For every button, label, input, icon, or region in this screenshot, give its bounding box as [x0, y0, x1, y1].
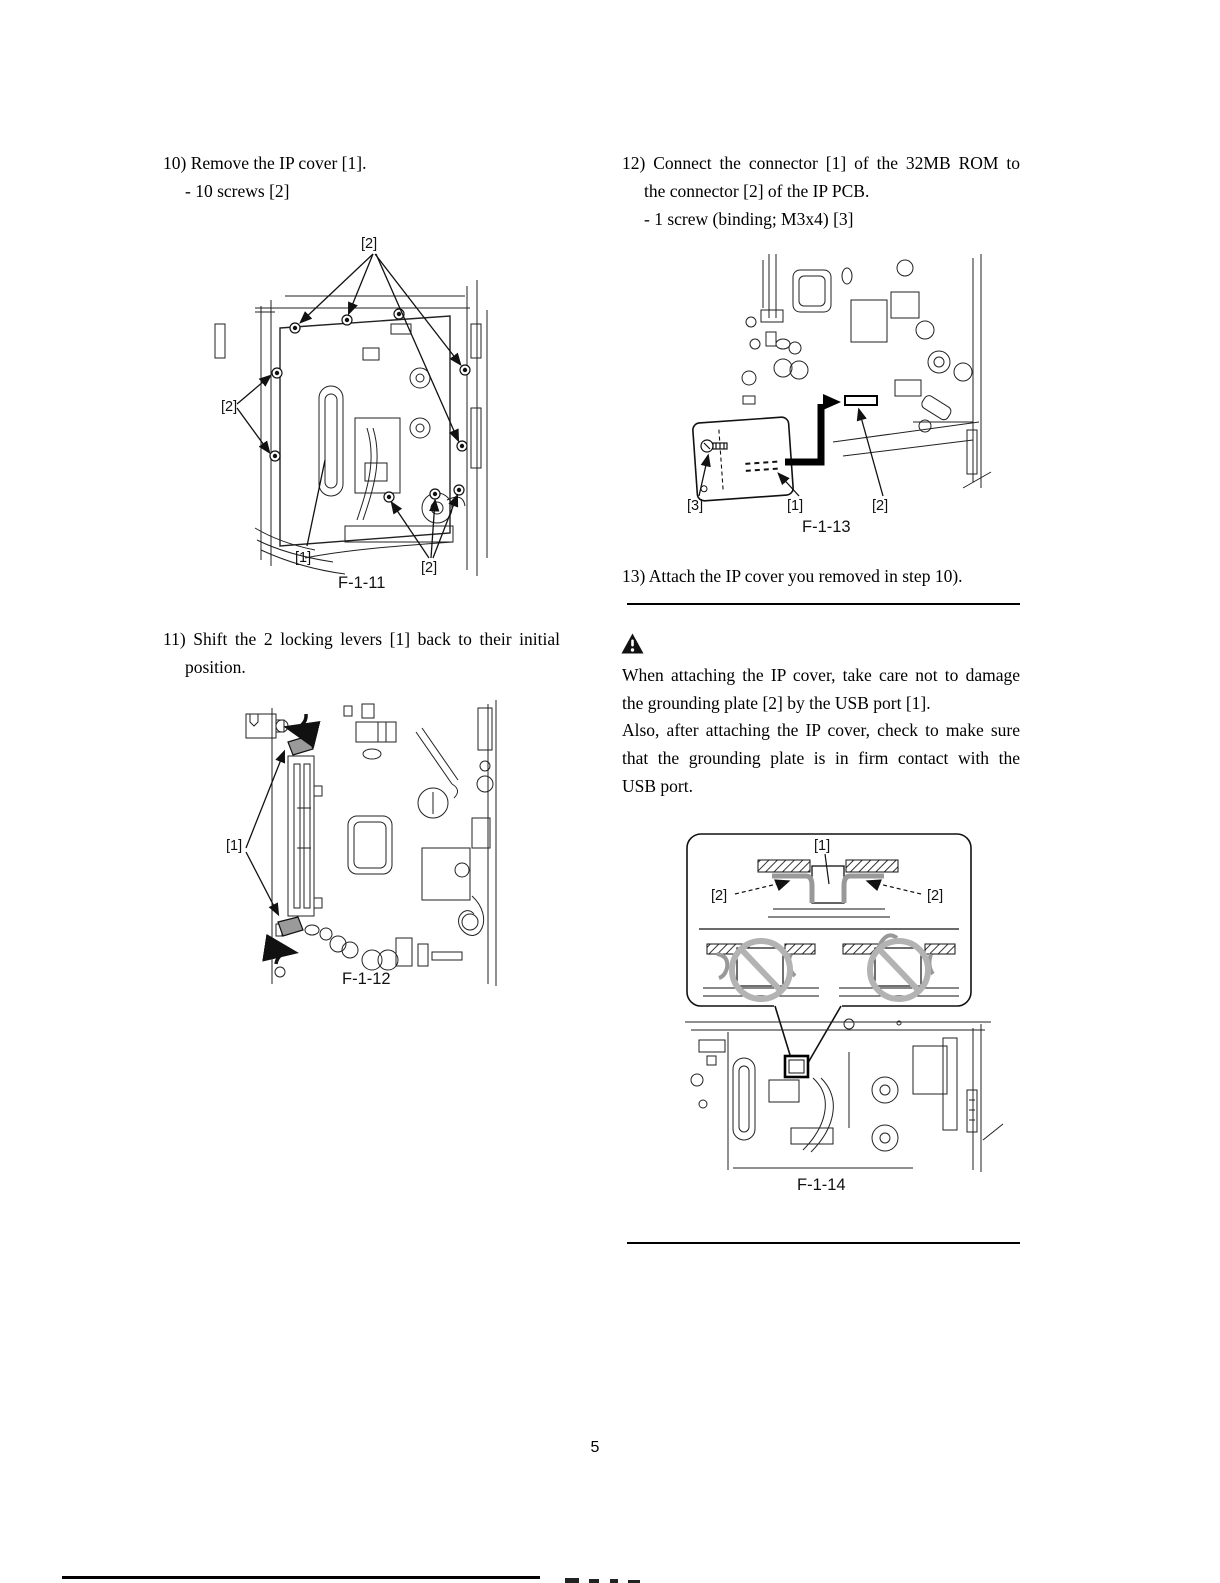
step-12-line3: - 1 screw (binding; M3x4) [3] [644, 209, 854, 229]
fig13-label-3: [3] [687, 498, 704, 514]
fig13-caption: F-1-13 [802, 518, 851, 536]
warning-line4: that the grounding plate is in firm contact with the [622, 748, 1020, 768]
fig11-label-2-top: [2] [361, 236, 378, 252]
bottom-edge-rule [62, 1576, 540, 1579]
correct-attachment-diagram [735, 854, 921, 917]
step-12-line1: 12) Connect the connector [1] of the 32MB ROM to [622, 153, 1020, 173]
section-divider-top [627, 603, 1020, 605]
screw [290, 323, 300, 333]
warning-line5: USB port. [622, 776, 693, 796]
screw [457, 441, 467, 451]
wrong-attachment-right [839, 935, 959, 999]
step-11-line1: 11) Shift the 2 locking levers [1] back to their initial [163, 629, 560, 649]
usb-port [812, 866, 844, 903]
cutoff-text-fragment [589, 1579, 599, 1583]
fig14-label-2-right: [2] [927, 888, 944, 904]
connection-arrow [785, 394, 841, 462]
usb-port-on-pcb [785, 1056, 808, 1077]
warning-line2: the grounding plate [2] by the USB port [1]. [622, 693, 931, 713]
wrong-attachment-left [703, 941, 819, 999]
step-10-line2: - 10 screws [2] [185, 181, 290, 201]
screw [454, 485, 464, 495]
screw [460, 365, 470, 375]
screw [384, 492, 394, 502]
section-divider-bottom [627, 1242, 1020, 1244]
figure-f-1-12 [220, 698, 518, 990]
figure-f-1-13 [673, 250, 995, 538]
step-13: 13) Attach the IP cover you removed in step 10). [622, 566, 963, 586]
locking-lever-bottom [278, 917, 303, 936]
fig11-label-2-left: [2] [221, 399, 238, 415]
fig14-label-2-left: [2] [711, 888, 728, 904]
pcb-drawing [685, 1019, 1003, 1172]
fig13-label-2: [2] [872, 498, 889, 514]
fig14-label-1: [1] [814, 838, 831, 854]
cutoff-text-fragment [565, 1578, 579, 1583]
screw [272, 368, 282, 378]
page-number: 5 [590, 1439, 600, 1456]
fig14-caption: F-1-14 [797, 1176, 846, 1194]
ip-pcb-connector [845, 396, 877, 405]
figure-f-1-14 [673, 828, 1003, 1196]
fig12-caption: F-1-12 [342, 970, 391, 988]
step-11-line2: position. [185, 657, 246, 677]
warning-icon [621, 633, 644, 654]
rotate-arrow-top [290, 714, 306, 728]
screw [270, 451, 280, 461]
screw [342, 315, 352, 325]
step-12-line2: the connector [2] of the IP PCB. [644, 181, 870, 201]
cutoff-text-fragment [610, 1579, 618, 1583]
fig11-label-2-bottom: [2] [421, 560, 438, 576]
screw [430, 489, 440, 499]
warning-line3: Also, after attaching the IP cover, check to make sure [622, 720, 1020, 740]
fig11-label-1: [1] [295, 550, 312, 566]
locking-lever-top [288, 736, 313, 755]
rotate-arrow-bottom [276, 952, 292, 964]
fig12-label-1: [1] [226, 838, 243, 854]
warning-line1: When attaching the IP cover, take care not to damage [622, 665, 1020, 685]
step-10-line1: 10) Remove the IP cover [1]. [163, 153, 367, 173]
figure-f-1-11 [215, 228, 510, 596]
fig13-label-1: [1] [787, 498, 804, 514]
fig11-caption: F-1-11 [338, 574, 386, 592]
